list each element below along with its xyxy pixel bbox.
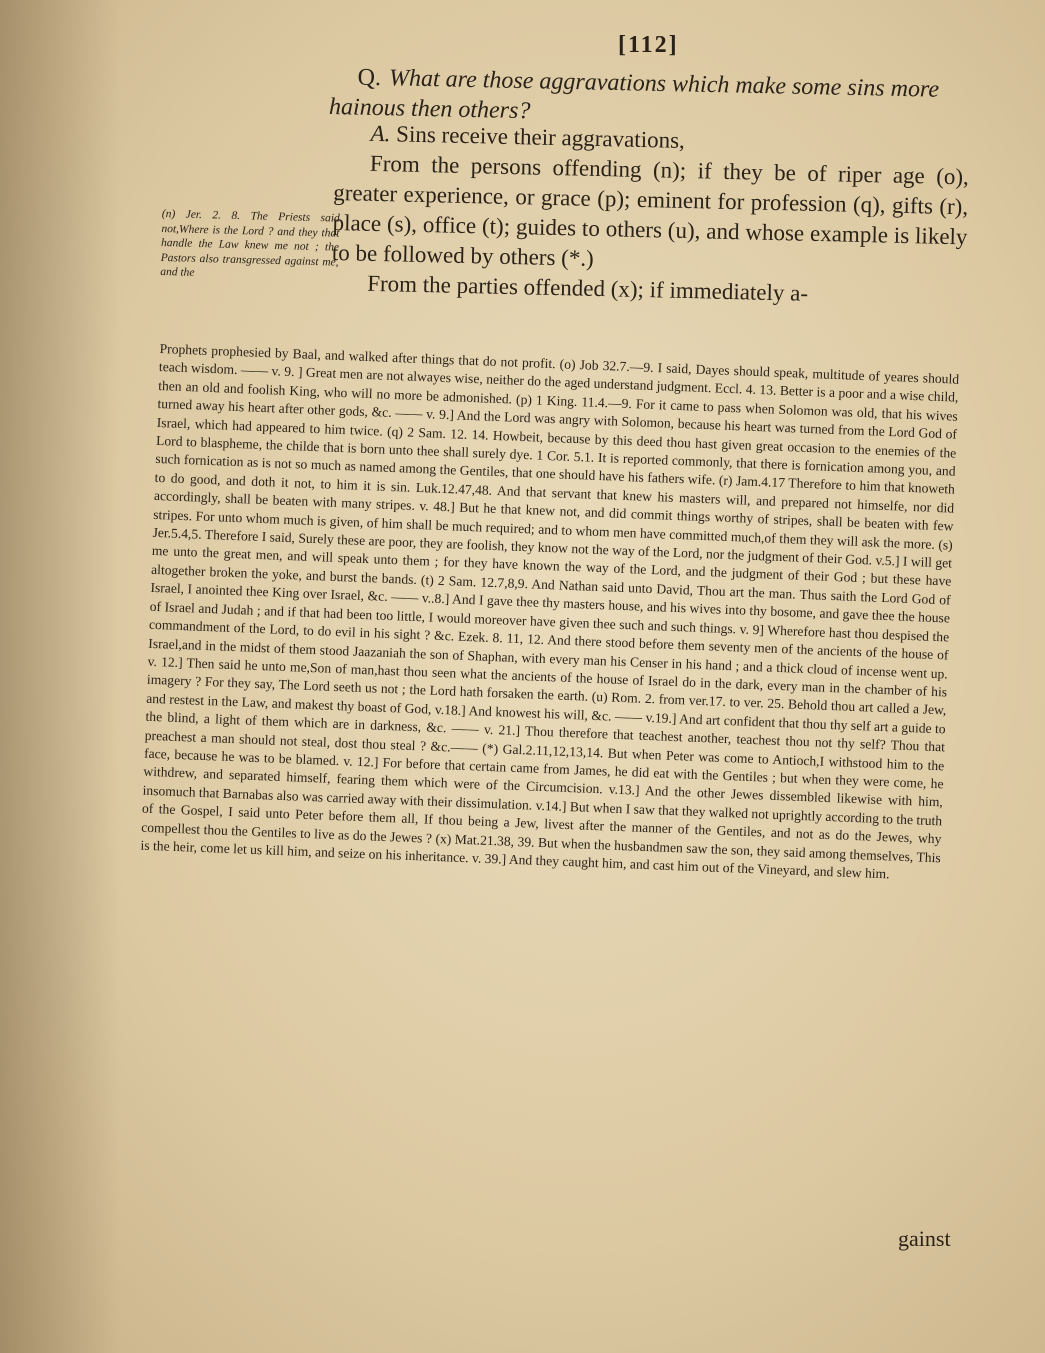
- scripture-footnotes: [140, 340, 959, 886]
- question-label: Q.: [357, 64, 382, 92]
- answer-body: [331, 118, 970, 312]
- catchword: gainst: [898, 1226, 951, 1251]
- question-text: What are those aggravations which make some sins more hainous then others?: [328, 65, 940, 125]
- marginal-note: (n) Jer. 2. 8. The Priests said not,Where is the Lord ? and they that handle the Law knew me not ; the Pastors also transgressed against me, and the: [160, 207, 340, 279]
- footnotes-text: Prophets prophesied by Baal, and walked after things that do not profit. (o) Job 32.7.—9. I said, Dayes should speak, multitude of yeares should teach wisdom. —— v. 9. ] Great men are not alwayes wise, neither do the aged understand judgment. Eccl. 4. 13. Better is a poor and a wise child, then an old and foolish King, who will no more be admonished. (p) 1 King. 11.4.—9. For it came to pass when Solomon was old, that his wives turned away his heart after other gods, &c. —— v. 9.] And the Lord was angry with Solomon, because his heart was turned from the Lord God of Israel, which had appeared to him twice. (q) 2 Sam. 12. 14. Howbeit, because by this deed thou hast given great occasion to the enemies of the Lord to blaspheme, the childe that is born unto thee shall surely dye. 1 Cor. 5.1. It is reported commonly, that there is fornication among you, and such fornication as is not so much as named among the Gentiles, that one should have his fathers wife. (r) Jam.4.17 Therefore to him that knoweth to do good, and doth it not, to him it is sin. Luk.12.47,48. And that servant that knew his masters will, and prepared not himselfe, nor did accordingly, shall be beaten with many stripes. v. 48.] But he that knew not, and did commit things worthy of stripes, shall be beaten with few stripes. For unto whom much is given, of him shall be much required; and to whom men have committed much,of them they will ask the more. (s) Jer.5.4,5. Therefore I said, Surely these are poor, they are foolish, they know not the way of the Lord, nor the judgment of their God. v.5.] I will get me unto the great men, and will speak unto them ; for they have known the way of the Lord, and the judgment of their God ; but these have altogether broken the yoke, and burst the bands. (t) 2 Sam. 12.7,8,9. And Nathan said unto David, Thou art the man. Thus saith the Lord God of Israel, I anointed thee King over Israel, &c. —— v..8.] And I gave thee thy masters house, and his wives into thy bosome, and gave thee the house of Israel and Judah ; and if that had been too little, I would moreover have given thee such and such things. v. 9] Wherefore hast thou despised the commandment of the Lord, to do evil in his sight ? &c. Ezek. 8. 11, 12. And there stood before them seventy men of the ancients of the house of Israel,and in the midst of them stood Jaazaniah the son of Shaphan, with every man his Censer in his hand ; and a thick cloud of incense went up. v. 12.] Then said he unto me,Son of man,hast thou seen what the ancients of the house of Israel do in the dark, every man in the chamber of his imagery ? For they say, The Lord seeth us not ; the Lord hath forsaken the earth. (u) Rom. 2. from ver.17. to ver. 25. Behold thou art called a Jew, and restest in the Law, and makest thy boast of God, v.18.] And knowest his will, &c. —— v.19.] And art confident that thou thy self art a guide to the blind, a light of them which are in darkness, &c. —— v. 21.] Thou therefore that teachest another, teachest thou not thy self? Thou that preachest a man should not steal, dost thou steal ? &c.—— (*) Gal.2.11,12,13,14. But when Peter was come to Antioch,I withstood him to the face, because he was to be blamed. v. 12.] For before that certain came from James, he did eat with the Gentiles ; but when they were come, he withdrew, and separated himself, fearing them which were of the Circumcision. v.13.] And the other Jewes dissembled likewise with him, insomuch that Barnabas also was carried away with their dissimulation. v.14.] But when I saw that they walked not uprightly according to the truth of the Gospel, I said unto Peter before them all, If thou being a Jew, livest after the manner of the Gentiles, and not as do the Jewes, why compellest thou the Gentiles to live as do the Jewes ? (x) Mat.21.38, 39. But when the husbandmen saw the son, they said among themselves, This is the heir, come let us kill him, and seize on his inheritance. v. 39.] And they caught him, and cast him out of the Vineyard, and slew him.: [140, 340, 960, 882]
- page-number: [112]: [618, 32, 679, 58]
- answer-intro-text: Sins receive their aggravations,: [395, 121, 686, 153]
- paragraph-parties-offended: From the parties offended (x); if immediately a-: [366, 270, 809, 306]
- page-gutter-shadow: [0, 0, 120, 1353]
- paragraph-persons-offending: From the persons offending (n); if they be of riper age (o), greater experience, or grace (p); eminent for profession (q), gifts (r), place (s), office (t); guides to others (u), and whose example is likely to be followed by others (*.): [331, 150, 970, 271]
- answer-label: A.: [370, 120, 391, 147]
